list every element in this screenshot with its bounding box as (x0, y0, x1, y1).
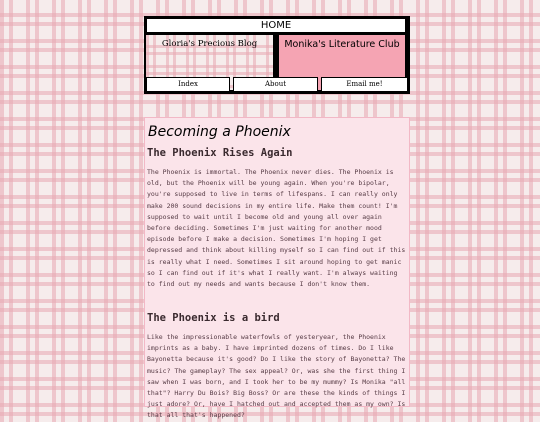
email-link[interactable]: Email me! (321, 77, 408, 92)
index-link[interactable]: Index (146, 77, 230, 92)
post-title: Becoming a Phoenix (148, 124, 291, 140)
section-heading: The Phoenix Rises Again (147, 147, 293, 159)
section-body: The Phoenix is immortal. The Phoenix never dies. The Phoenix is old, but the Phoenix will be young again. When you're bipolar, you're supposed to live in terms of lifespans. I can really only make 200 sound decisions in my entire life. Make them count! I'm supposed to wait until I become old and young all over again before deciding. Sometimes I'm just waiting for another mood episode before I make a decision. Sometimes I'm hoping I get depressed and think about killing myself so I can find out if this is really what I need. Sometimes I sit around hoping to get manic so I can find out if it's what I really want. I'm always waiting to find out my needs and wants because I don't know them. (147, 168, 406, 289)
home-link[interactable]: HOME (146, 18, 406, 33)
blog-title: Gloria's Precious Blog (161, 39, 258, 49)
section-heading: The Phoenix is a bird (147, 312, 280, 324)
about-link[interactable]: About (233, 77, 318, 92)
top-navigation (144, 16, 410, 94)
post-container (144, 117, 410, 420)
section-body: Like the impressionable waterfowls of yesteryear, the Phoenix imprints as a baby. I have imprinted dozens of times. Do I like Bayonetta because it's good? Do I like the story of Bayonetta? The music? The gameplay? The sex appeal? Or, was she the first thing I saw when I was born, and I took her to be my mummy? Is Monika "all that"? Harry Du Bois? Big Boss? Or are these the kinds of things I just adore? Or, have I hatched out and accepted them as my own? Is that all that's happened? (147, 333, 406, 420)
club-title: Monika's Literature Club (284, 39, 400, 50)
